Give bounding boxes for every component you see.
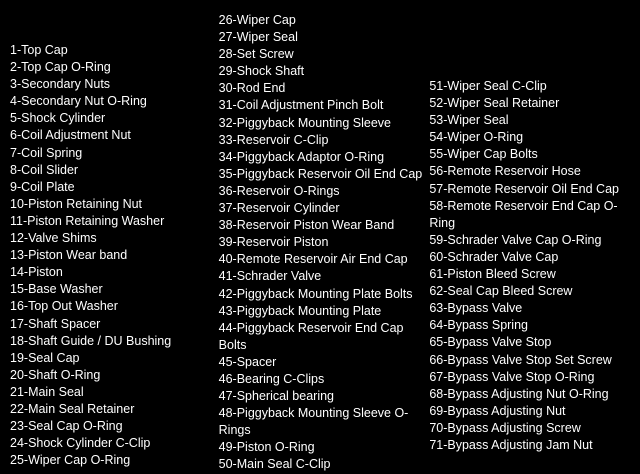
list-item: 16-Top Out Washer [10,299,118,314]
legend-column-1 [4,6,217,469]
list-item: 30-Rod End [218,81,286,96]
list-item: 36-Reservoir O-Rings [218,183,340,198]
list-item: 29-Shock Shaft [218,64,305,79]
list-item: 58-Remote Reservoir End Cap O-Ring [429,198,618,230]
list-item: 51-Wiper Seal C-Clip [429,79,547,93]
list-item: 43-Piggyback Mounting Plate [218,303,382,318]
list-item: 62-Seal Cap Bleed Screw [429,284,573,299]
list-item: 31-Coil Adjustment Pinch Bolt [218,98,384,113]
list-item: 14-Piston [10,265,63,280]
list-item: 4-Secondary Nut O-Ring [10,94,147,109]
list-item: 34-Piggyback Adaptor O-Ring [218,149,385,164]
list-item: 6-Coil Adjustment Nut [10,128,131,143]
list-item: 57-Remote Reservoir Oil End Cap [429,181,619,196]
list-item: 9-Coil Plate [10,179,75,194]
list-item: 40-Remote Reservoir Air End Cap [218,252,408,267]
list-item: 52-Wiper Seal Retainer [429,96,560,111]
list-item: 65-Bypass Valve Stop [429,335,552,350]
list-item: 7-Coil Spring [10,145,83,160]
list-item: 39-Reservoir Piston [218,235,329,250]
list-item: 44-Piggyback Reservoir End Cap Bolts [218,320,404,352]
list-item: 35-Piggyback Reservoir Oil End Cap [218,166,423,181]
list-item: 28-Set Screw [218,47,294,62]
list-item: 45-Spacer [218,354,277,369]
list-item: 49-Piston O-Ring [218,440,315,455]
list-item: 12-Valve Shims [10,231,97,246]
list-item: 37-Reservoir Cylinder [218,201,340,216]
list-item: 64-Bypass Spring [429,318,528,333]
list-item: 71-Bypass Adjusting Jam Nut [429,437,593,452]
list-item: 11-Piston Retaining Washer [10,213,165,228]
list-item: 69-Bypass Adjusting Nut [429,403,566,418]
list-item: 60-Schrader Valve Cap [429,249,559,264]
list-item: 3-Secondary Nuts [10,77,111,92]
list-item: 8-Coil Slider [10,162,79,177]
list-item: 41-Schrader Valve [218,269,322,284]
list-item: 2-Top Cap O-Ring [10,60,111,75]
list-item: 56-Remote Reservoir Hose [429,164,581,179]
list-item: 25-Wiper Cap O-Ring [10,453,131,468]
list-item: 70-Bypass Adjusting Screw [429,420,581,435]
list-item: 48-Piggyback Mounting Sleeve O-Rings [218,406,409,438]
list-item: 38-Reservoir Piston Wear Band [218,218,395,233]
list-item: 19-Seal Cap [10,350,80,365]
list-item: 17-Shaft Spacer [10,316,101,331]
list-item: 24-Shock Cylinder C-Clip [10,436,151,451]
legend-columns [4,6,636,472]
legend-column-3 [423,6,636,454]
list-item: 33-Reservoir C-Clip [218,132,329,147]
list-item: 18-Shaft Guide / DU Bushing [10,333,172,348]
list-item: 68-Bypass Adjusting Nut O-Ring [429,386,609,401]
list-item: 63-Bypass Valve [429,301,523,316]
list-item: 23-Seal Cap O-Ring [10,419,123,434]
list-item: 20-Shaft O-Ring [10,367,101,382]
list-item: 46-Bearing C-Clips [218,371,325,386]
list-item: 1-Top Cap [10,43,68,57]
list-item: 21-Main Seal [10,384,84,399]
list-item: 55-Wiper Cap Bolts [429,147,538,162]
list-item: 32-Piggyback Mounting Sleeve [218,115,391,130]
list-item: 66-Bypass Valve Stop Set Screw [429,352,612,367]
list-item: 26-Wiper Cap [218,13,296,27]
legend-column-2 [217,6,424,474]
list-item: 61-Piston Bleed Screw [429,267,556,282]
list-item: 59-Schrader Valve Cap O-Ring [429,232,602,247]
list-item: 22-Main Seal Retainer [10,401,135,416]
list-item: 67-Bypass Valve Stop O-Ring [429,369,595,384]
list-item: 54-Wiper O-Ring [429,130,524,145]
list-item: 10-Piston Retaining Nut [10,196,143,211]
list-item: 50-Main Seal C-Clip [218,457,331,472]
list-item: 15-Base Washer [10,282,103,297]
list-item: 47-Spherical bearing [218,389,335,404]
list-item: 27-Wiper Seal [218,30,298,45]
list-item: 42-Piggyback Mounting Plate Bolts [218,286,413,301]
list-item: 53-Wiper Seal [429,113,509,128]
list-item: 5-Shock Cylinder [10,111,106,126]
list-item: 13-Piston Wear band [10,248,128,263]
